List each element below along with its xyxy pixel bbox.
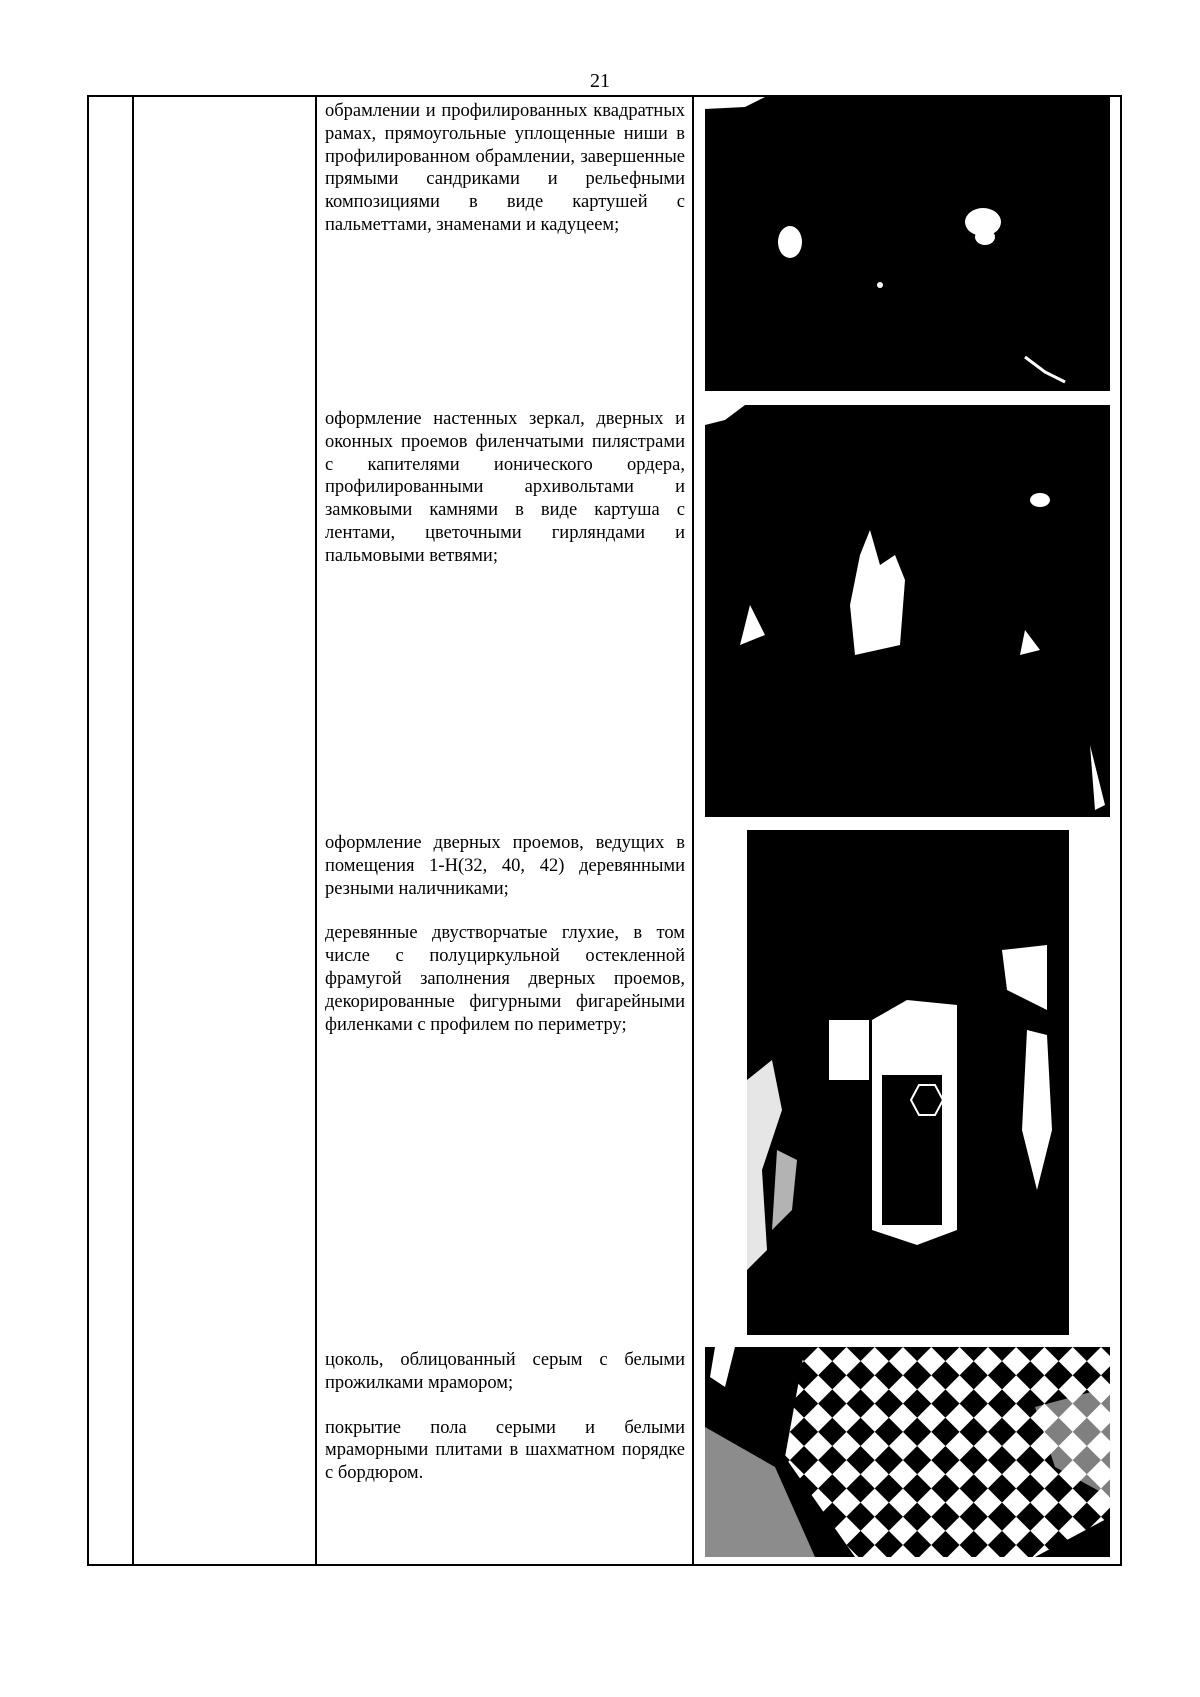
photo-doorways bbox=[747, 830, 1069, 1335]
photo-checkered-floor bbox=[705, 1347, 1110, 1557]
column-divider-3 bbox=[692, 95, 694, 1566]
description-text-4 bbox=[325, 1349, 685, 1485]
paragraph: оформление дверных проемов, ведущих в помещения 1-Н(32, 40, 42) деревянными резными наличниками; bbox=[325, 833, 685, 899]
column-divider-2 bbox=[315, 95, 317, 1566]
paragraph: обрамлении и профилированных квадратных рамах, прямоугольные уплощенные ниши в профилированном обрамлении, завершенные прямыми сандриками и рельефными композициями в виде картушей с пальметтами, знаменами и кадуцеем; bbox=[325, 101, 685, 235]
paragraph: покрытие пола серыми и белыми мраморными плитами в шахматном порядке с бордюром. bbox=[325, 1417, 685, 1484]
photo-niches bbox=[705, 97, 1110, 391]
paragraph: оформление настенных зеркал, дверных и оконных проемов филенчатыми пилястрами с капителями ионического ордера, профилированными архивольтами и замковыми камнями в виде картуша с лентами, цветочными гирляндами и пальмовыми ветвями; bbox=[325, 409, 685, 566]
column-divider-1 bbox=[132, 95, 134, 1566]
paragraph: деревянные двустворчатые глухие, в том числе с полуциркульной остекленной фрамугой заполнения дверных проемов, декорированные фигурными фигарейными филенками с профилем по периметру; bbox=[325, 923, 685, 1035]
paragraph: цоколь, облицованный серым с белыми прожилками мрамором; bbox=[325, 1350, 685, 1393]
photo-mirrors bbox=[705, 405, 1110, 817]
description-text-2 bbox=[325, 408, 685, 568]
description-text-1 bbox=[325, 100, 685, 237]
description-text-3 bbox=[325, 832, 685, 1036]
page-number: 21 bbox=[590, 70, 610, 92]
